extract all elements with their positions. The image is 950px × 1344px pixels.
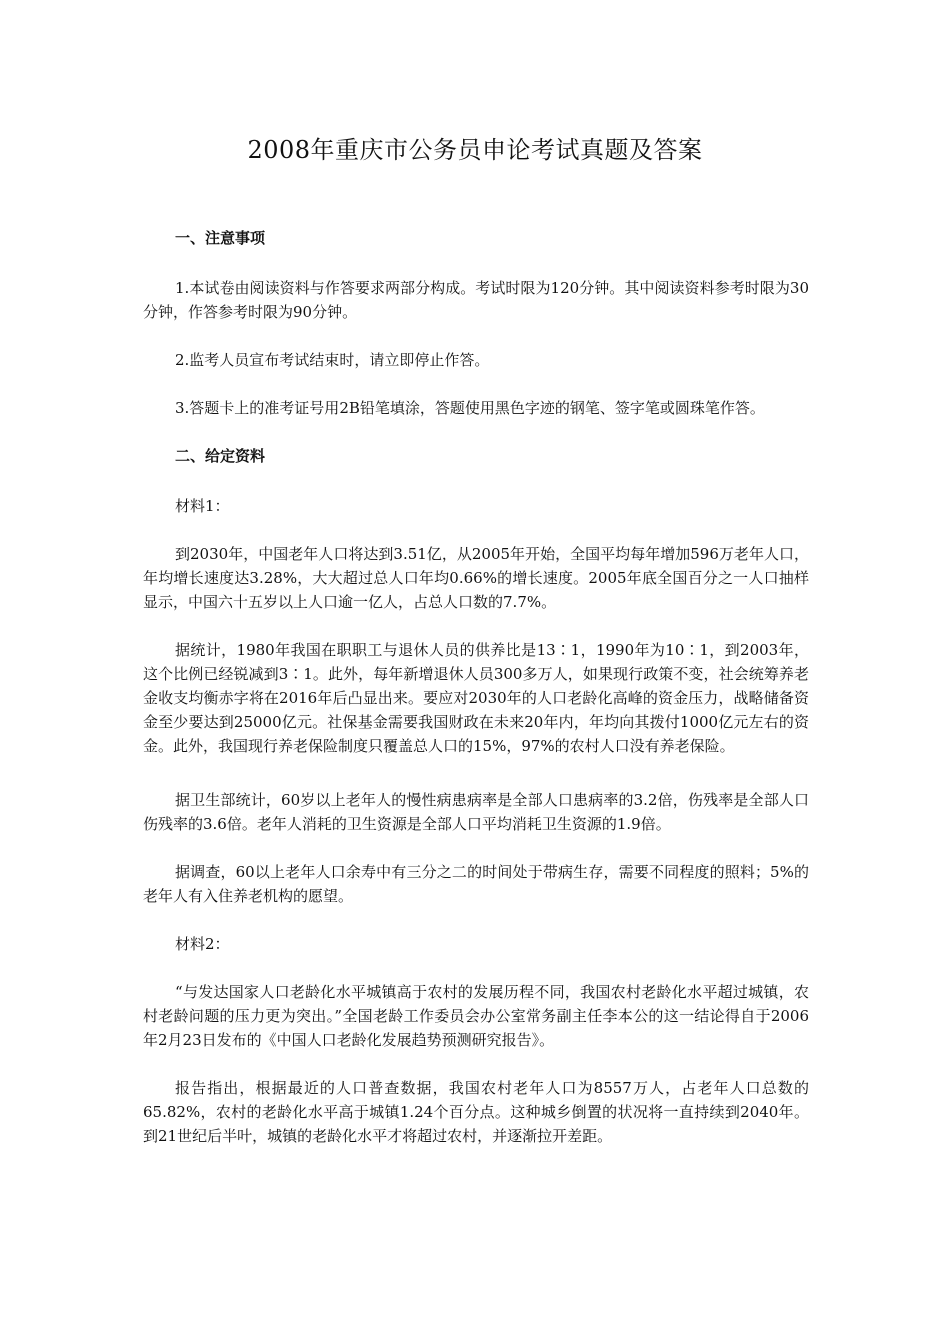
document-body xyxy=(143,226,809,1148)
note-item-2: 2.监考人员宣布考试结束时，请立即停止作答。 xyxy=(175,351,490,369)
material-2-paragraph: 报告指出，根据最近的人口普查数据，我国农村老年人口为8557万人，占老年人口总数的65.82%，农村的老龄化水平高于城镇1.24个百分点。这种城乡倒置的状况将一直持续到2040年。到21世纪后半叶，城镇的老龄化水平才将超过农村，并逐渐拉开差距。 xyxy=(143,1079,809,1145)
note-item-3: 3.答题卡上的准考证号用2B铅笔填涂，答题使用黑色字迹的钢笔、签字笔或圆珠笔作答。 xyxy=(175,399,765,417)
material-1-label: 材料1： xyxy=(175,497,230,515)
material-1-paragraph: 据统计，1980年我国在职职工与退休人员的供养比是13∶1，1990年为10∶1，到2003年，这个比例已经锐减到3∶1。此外，每年新增退休人员300多万人，如果现行政策不变，社会统筹养老金收支均衡赤字将在2016年后凸显出来。要应对2030年的人口老龄化高峰的资金压力，战略储备资金至少要达到25000亿元。社保基金需要我国财政在未来20年内，年均向其拨付1000亿元左右的资金。此外，我国现行养老保险制度只覆盖总人口的15%，97%的农村人口没有养老保险。 xyxy=(143,641,809,755)
material-1-paragraph: 到2030年，中国老年人口将达到3.51亿，从2005年开始，全国平均每年增加596万老年人口，年均增长速度达3.28%，大大超过总人口年均0.66%的增长速度。2005年底全国百分之一人口抽样显示，中国六十五岁以上人口逾一亿人，占总人口数的7.7%。 xyxy=(143,545,809,611)
material-1-paragraph: 据卫生部统计，60岁以上老年人的慢性病患病率是全部人口患病率的3.2倍，伤残率是全部人口伤残率的3.6倍。老年人消耗的卫生资源是全部人口平均消耗卫生资源的1.9倍。 xyxy=(143,791,809,833)
section-heading-notes: 一、注意事项 xyxy=(175,229,266,247)
material-1-paragraph: 据调查，60以上老年人口余寿中有三分之二的时间处于带病生存，需要不同程度的照料；5%的老年人有入住养老机构的愿望。 xyxy=(143,863,809,905)
section-heading-materials: 二、给定资料 xyxy=(175,447,266,465)
document-title: 2008年重庆市公务员申论考试真题及答案 xyxy=(247,136,703,164)
material-2-paragraph: “与发达国家人口老龄化水平城镇高于农村的发展历程不同，我国农村老龄化水平超过城镇，农村老龄问题的压力更为突出。”全国老龄工作委员会办公室常务副主任李本公的这一结论得自于2006年2月23日发布的《中国人口老龄化发展趋势预测研究报告》。 xyxy=(143,983,809,1049)
material-2-label: 材料2： xyxy=(175,935,230,953)
note-item-1: 1.本试卷由阅读资料与作答要求两部分构成。考试时限为120分钟。其中阅读资料参考时限为30分钟，作答参考时限为90分钟。 xyxy=(143,279,809,321)
